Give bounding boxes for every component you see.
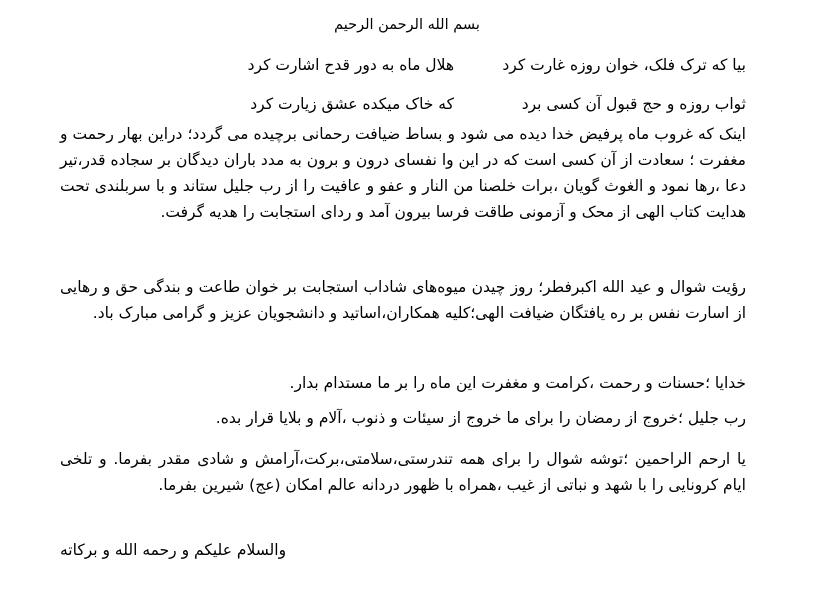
verse-1-hemistich-2: هلال ماه به دور قدح اشارت کرد	[247, 56, 454, 74]
paragraph-eid-greeting: رؤیت شوال و عید الله اکبرفطر؛ روز چیدن میوه‌های شاداب استجابت بر خوان طاعت و بندگی حق و رهایی از اسارت نفس بر ره یافتگان ضیافت الهی؛کلیه همکاران،اساتید و دانشجویان عزیز و گرامی مبارک باد.	[60, 278, 746, 322]
verse-2-hemistich-2: که خاک میکده عشق زیارت کرد	[250, 95, 454, 113]
verse-2-hemistich-1: ثواب روزه و حج قبول آن کسی برد	[521, 95, 746, 113]
paragraph-prayer-1: خدایا ؛حسنات و رحمت ،کرامت و مغفرت این ماه را بر ما مستدام بدار.	[289, 374, 746, 392]
verse-1-hemistich-1: بیا که ترک فلک، خوان روزه غارت کرد	[502, 56, 746, 74]
paragraph-prayer-3: یا ارحم الراحمین ؛توشه شوال را برای همه تندرستی،سلامتی،برکت،آرامش و شادی مقدر بفرما. و تلخی ایام کرونایی را با شهد و نباتی از غیب ،همراه با ظهور دردانه عالم امکان (عج) شیرین بفرما.	[60, 450, 746, 494]
bismillah-heading: بسم الله الرحمن الرحیم	[334, 17, 480, 33]
closing-salutation: والسلام علیکم و رحمه الله و برکاته	[60, 541, 287, 559]
paragraph-prayer-2: رب جلیل ؛خروج از رمضان را برای ما خروج از سیئات و ذنوب ،آلام و بلایا قرار بده.	[215, 409, 746, 427]
verse-line-1	[60, 52, 746, 78]
verse-line-2	[60, 91, 746, 117]
paragraph-ramadan-farewell: اینک که غروب ماه پرفیض خدا دیده می شود و بساط ضیافت رحمانی برچیده می گردد؛ دراین بهار رحمت و مغفرت ؛ سعادت از آن کسی است که در این وا نفسای درون و برون به مدد باران دیدگان بر سجاده قدر،تیر دعا ،رها نمود و الغوث گویان ،برات خلصنا من النار و عفو و عافیت را از رب جلیل ستاند و با سربلندی تحت هدایت کتاب الهی از محک و آزمونی طاقت فرسا بیرون آمد و ردای استجابت را هدیه گرفت.	[60, 125, 746, 221]
